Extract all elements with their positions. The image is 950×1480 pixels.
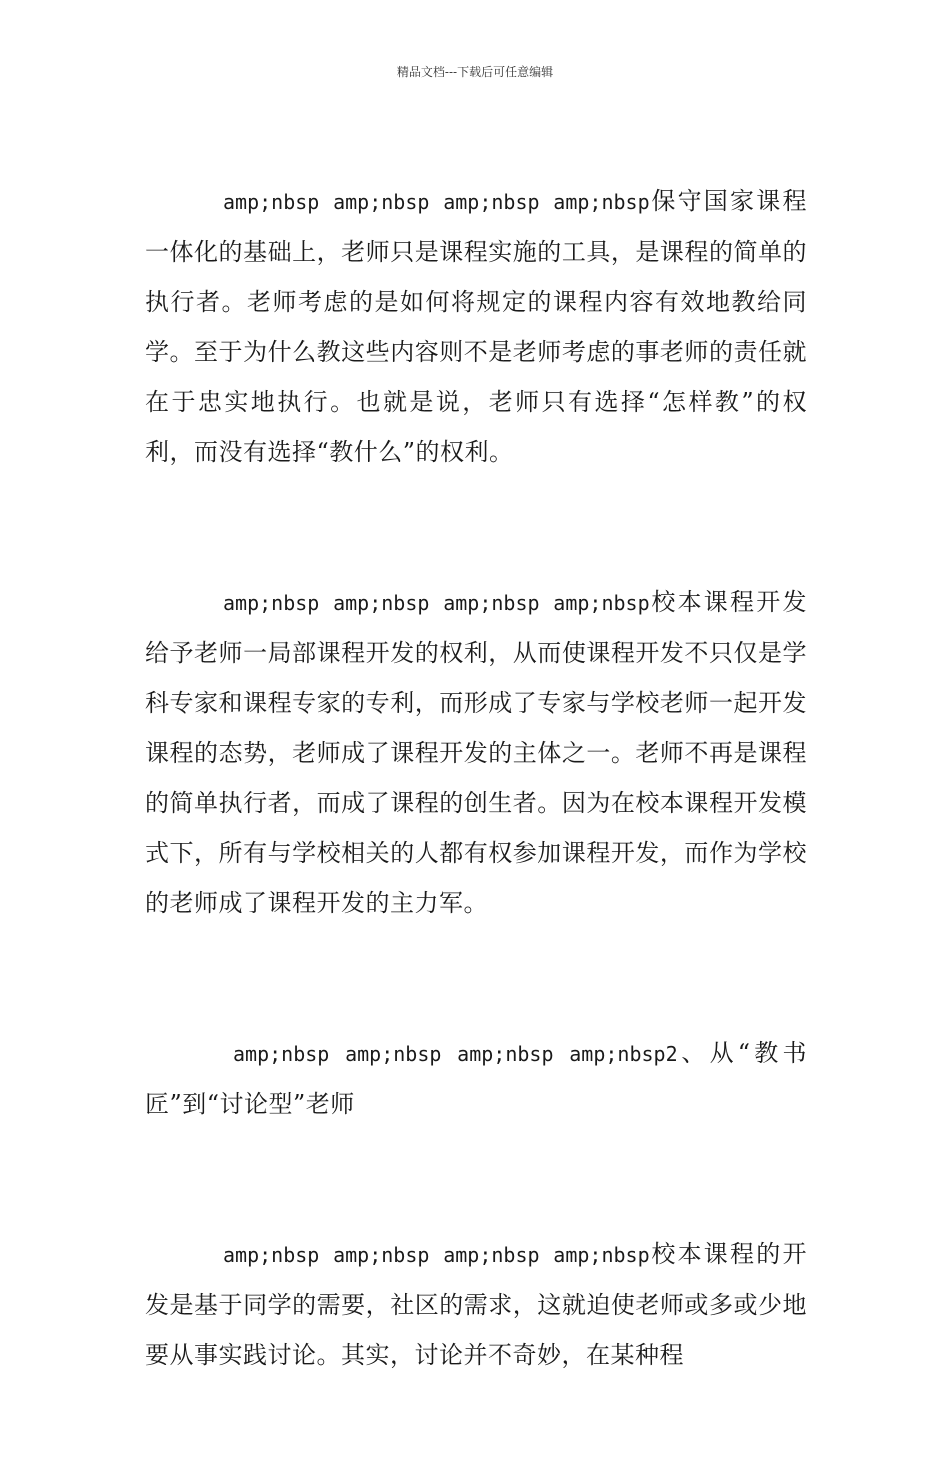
- paragraph-2: [145, 577, 807, 928]
- section-heading: [145, 1028, 807, 1129]
- paragraph-lead: amp;nbsp amp;nbsp amp;nbsp amp;nbsp2: [233, 1042, 678, 1066]
- paragraph-text: 、从“教书匠”到“讨论型”老师: [145, 1039, 807, 1118]
- paragraph-lead: amp;nbsp amp;nbsp amp;nbsp amp;nbsp: [223, 1243, 650, 1267]
- paragraph-lead: amp;nbsp amp;nbsp amp;nbsp amp;nbsp: [223, 591, 650, 615]
- document-body: [145, 176, 807, 1480]
- paragraph-1: [145, 176, 807, 477]
- paragraph-4: [145, 1229, 807, 1380]
- paragraph-text: 保守国家课程一体化的基础上，老师只是课程实施的工具，是课程的简单的执行者。老师考虑的是如何将规定的课程内容有效地教给同学。至于为什么教这些内容则不是老师考虑的事老师的责任就在于忠实地执行。也就是说，老师只有选择“怎样教”的权利，而没有选择“教什么”的权利。: [145, 187, 807, 466]
- page-header: [0, 64, 950, 80]
- paragraph-text: 校本课程的开发是基于同学的需要，社区的需求，这就迫使老师或多或少地要从事实践讨论。其实，讨论并不奇妙，在某种程: [145, 1240, 807, 1369]
- paragraph-text: 校本课程开发给予老师一局部课程开发的权利，从而使课程开发不只仅是学科专家和课程专家的专利，而形成了专家与学校老师一起开发课程的态势，老师成了课程开发的主体之一。老师不再是课程的简单执行者，而成了课程的创生者。因为在校本课程开发模式下，所有与学校相关的人都有权参加课程开发，而作为学校的老师成了课程开发的主力军。: [145, 588, 807, 917]
- header-text: 精品文档---下载后可任意编辑: [396, 65, 554, 79]
- paragraph-lead: amp;nbsp amp;nbsp amp;nbsp amp;nbsp: [223, 190, 650, 214]
